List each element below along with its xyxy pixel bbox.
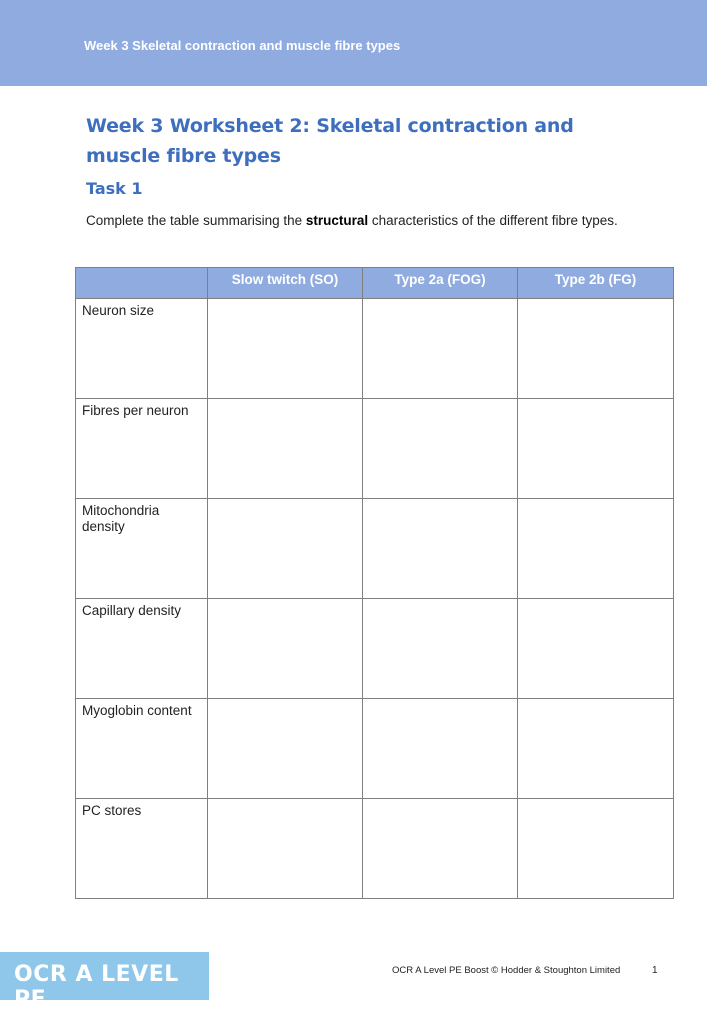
column-header-slow-twitch: Slow twitch (SO) [208, 268, 363, 299]
table-row [76, 699, 674, 799]
table-row [76, 399, 674, 499]
instructions-after: characteristics of the different fibre types. [368, 213, 618, 228]
footer-logo [0, 952, 209, 1012]
answer-cell[interactable] [518, 399, 674, 499]
table-row [76, 499, 674, 599]
answer-cell[interactable] [363, 799, 518, 899]
table-row [76, 299, 674, 399]
answer-cell[interactable] [208, 699, 363, 799]
instructions [86, 212, 626, 230]
row-label-neuron-size: Neuron size [76, 299, 208, 399]
answer-cell[interactable] [363, 699, 518, 799]
answer-cell[interactable] [363, 299, 518, 399]
column-header-type-2a: Type 2a (FOG) [363, 268, 518, 299]
answer-cell[interactable] [363, 499, 518, 599]
instructions-emphasis: structural [305, 213, 369, 228]
instructions-before: Complete the table summarising the [86, 213, 306, 228]
answer-cell[interactable] [208, 799, 363, 899]
answer-cell[interactable] [518, 699, 674, 799]
column-header-type-2b: Type 2b (FG) [518, 268, 674, 299]
table-header-row [76, 268, 674, 299]
footer-copyright: OCR A Level PE Boost © Hodder & Stoughton Limited [392, 965, 621, 976]
answer-cell[interactable] [363, 399, 518, 499]
table-row [76, 599, 674, 699]
footer-logo-text: OCR A LEVEL PE [14, 962, 179, 1012]
answer-cell[interactable] [518, 299, 674, 399]
row-label-pc-stores: PC stores [76, 799, 208, 899]
row-label-capillary-density: Capillary density [76, 599, 208, 699]
answer-cell[interactable] [208, 399, 363, 499]
row-label-fibres-per-neuron: Fibres per neuron [76, 399, 208, 499]
answer-cell[interactable] [363, 599, 518, 699]
answer-cell[interactable] [518, 499, 674, 599]
task-heading: Task 1 [86, 179, 143, 198]
row-label-myoglobin-content: Myoglobin content [76, 699, 208, 799]
column-header-blank [76, 268, 208, 299]
page-number: 1 [652, 965, 658, 976]
page-title: Week 3 Worksheet 2: Skeletal contraction and muscle fibre types [86, 115, 574, 167]
answer-cell[interactable] [518, 599, 674, 699]
answer-cell[interactable] [518, 799, 674, 899]
table-row [76, 799, 674, 899]
answer-cell[interactable] [208, 499, 363, 599]
answer-cell[interactable] [208, 599, 363, 699]
answer-cell[interactable] [208, 299, 363, 399]
running-title: Week 3 Skeletal contraction and muscle fibre types [84, 38, 401, 53]
fibre-types-table [75, 267, 674, 899]
row-label-mitochondria-density: Mitochondria density [76, 499, 208, 599]
